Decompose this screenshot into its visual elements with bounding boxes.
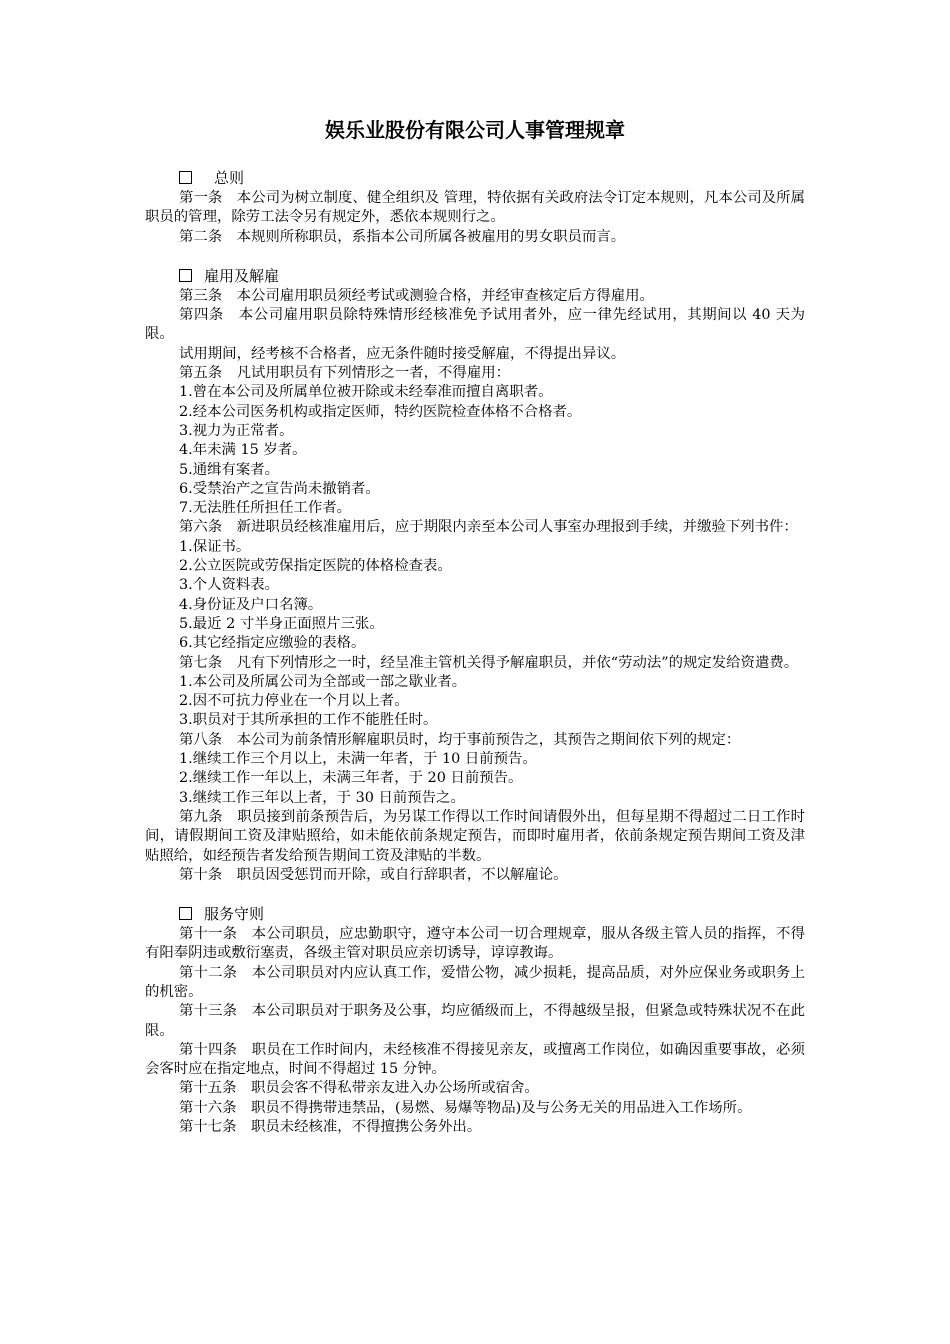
article-15: 第十五条 职员会客不得私带亲友进入办公场所或宿舍。 xyxy=(179,1080,539,1097)
list-item: 4.身份证及户口名簿。 xyxy=(179,596,323,613)
article-4: 第四条 本公司雇用职员除特殊情形经核准免予试用者外，应一律先经试用，其期间以 40 天为限。 xyxy=(145,307,805,343)
list-item: 2.因不可抗力停业在一个月以上者。 xyxy=(179,693,409,710)
list-item: 3.个人资料表。 xyxy=(179,577,280,594)
article-7: 第七条 凡有下列情形之一时，经呈准主管机关得予解雇职员，并依“劳动法”的规定发给资遣费。 xyxy=(179,654,799,671)
article-11: 第十一条 本公司职员，应忠勤职守，遵守本公司一切合理规章，服从各级主管人员的指挥，不得有阳奉阴违或敷衍塞责，各级主管对职员应亲切诱导，谆谆教诲。 xyxy=(145,926,805,962)
checkbox-square-icon xyxy=(179,171,192,184)
article-5: 第五条 凡试用职员有下列情形之一者，不得雇用： xyxy=(179,365,510,382)
list-item: 7.无法胜任所担任工作者。 xyxy=(179,500,352,517)
article-13: 第十三条 本公司职员对于职务及公事，均应循级而上，不得越级呈报，但紧急或特殊状况不在此限。 xyxy=(145,1003,805,1039)
list-item: 6.受禁治产之宣告尚未撤销者。 xyxy=(179,480,380,497)
article-14: 第十四条 职员在工作时间内，未经核准不得接见亲友，或擅离工作岗位，如确因重要事故，必须会客时应在指定地点，时间不得超过 15 分钟。 xyxy=(145,1041,805,1078)
section-title: 雇用及解雇 xyxy=(204,266,280,285)
list-item: 1.继续工作三个月以上，未满一年者，于 10 日前预告。 xyxy=(179,751,537,768)
list-item: 3.继续工作三年以上者，于 30 日前预告之。 xyxy=(179,789,465,806)
section-heading-service xyxy=(145,904,805,925)
list-item: 5.最近 2 寸半身正面照片三张。 xyxy=(179,615,384,632)
article-12: 第十二条 本公司职员对内应认真工作，爱惜公物，减少损耗，提高品质，对外应保业务或职务上的机密。 xyxy=(145,964,805,1000)
list-item: 1.保证书。 xyxy=(179,538,251,555)
spacer xyxy=(145,247,805,266)
list-item: 2.继续工作一年以上，未满三年者，于 20 日前预告。 xyxy=(179,770,523,787)
section-heading-general xyxy=(145,168,805,189)
article-1: 第一条 本公司为树立制度、健全组织及 管理，特依据有关政府法令订定本规则，凡本公司及所属职员的管理，除劳工法令另有规定外，悉依本规则行之。 xyxy=(145,190,805,226)
section-title: 总则 xyxy=(214,169,245,187)
article-4-note: 试用期间，经考核不合格者，应无条件随时接受解雇，不得提出异议。 xyxy=(179,345,626,362)
list-item: 4.年未满 15 岁者。 xyxy=(179,442,307,459)
article-17: 第十七条 职员未经核准，不得擅携公务外出。 xyxy=(179,1119,482,1136)
document-body xyxy=(145,168,805,1137)
list-item: 6.其它经指定应缴验的表格。 xyxy=(179,635,366,652)
article-9: 第九条 职员接到前条预告后，为另谋工作得以工作时间请假外出，但每星期不得超过二日工作时间，请假期间工资及津贴照给，如未能依前条规定预告，而即时雇用者，依前条规定预告期间工资及津贴照给，如经预告者发给预告期间工资及津贴的半数。 xyxy=(145,808,805,864)
article-16: 第十六条 职员不得携带违禁品，(易燃、易爆等物品)及与公务无关的用品进入工作场所。 xyxy=(179,1099,752,1116)
article-3: 第三条 本公司雇用职员须经考试或测验合格，并经审查核定后方得雇用。 xyxy=(179,287,654,304)
list-item: 3.视力为正常者。 xyxy=(179,422,294,439)
article-10: 第十条 职员因受惩罚而开除，或自行辞职者，不以解雇论。 xyxy=(179,866,568,883)
list-item: 2.公立医院或劳保指定医院的体格检查表。 xyxy=(179,558,452,575)
list-item: 1.曾在本公司及所属单位被开除或未经奉准而擅自离职者。 xyxy=(179,384,553,401)
spacer xyxy=(145,885,805,904)
article-2: 第二条 本规则所称职员，系指本公司所属各被雇用的男女职员而言。 xyxy=(179,228,626,245)
checkbox-square-icon xyxy=(179,907,192,920)
list-item: 2.经本公司医务机构或指定医师，特约医院检查体格不合格者。 xyxy=(179,403,582,420)
section-title: 服务守则 xyxy=(204,905,265,924)
list-item: 3.职员对于其所承担的工作不能胜任时。 xyxy=(179,712,438,729)
article-6: 第六条 新进职员经核准雇用后，应于期限内亲至本公司人事室办理报到手续，并缴验下列书件： xyxy=(179,519,798,536)
document-title: 娱乐业股份有限公司人事管理规章 xyxy=(325,118,625,142)
article-8: 第八条 本公司为前条情形解雇职员时，均于事前预告之，其预告之期间依下列的规定： xyxy=(179,731,741,748)
list-item: 1.本公司及所属公司为全部或一部之歇业者。 xyxy=(179,673,467,690)
checkbox-square-icon xyxy=(179,269,192,282)
section-heading-employment xyxy=(145,266,805,287)
list-item: 5.通缉有案者。 xyxy=(179,461,280,478)
